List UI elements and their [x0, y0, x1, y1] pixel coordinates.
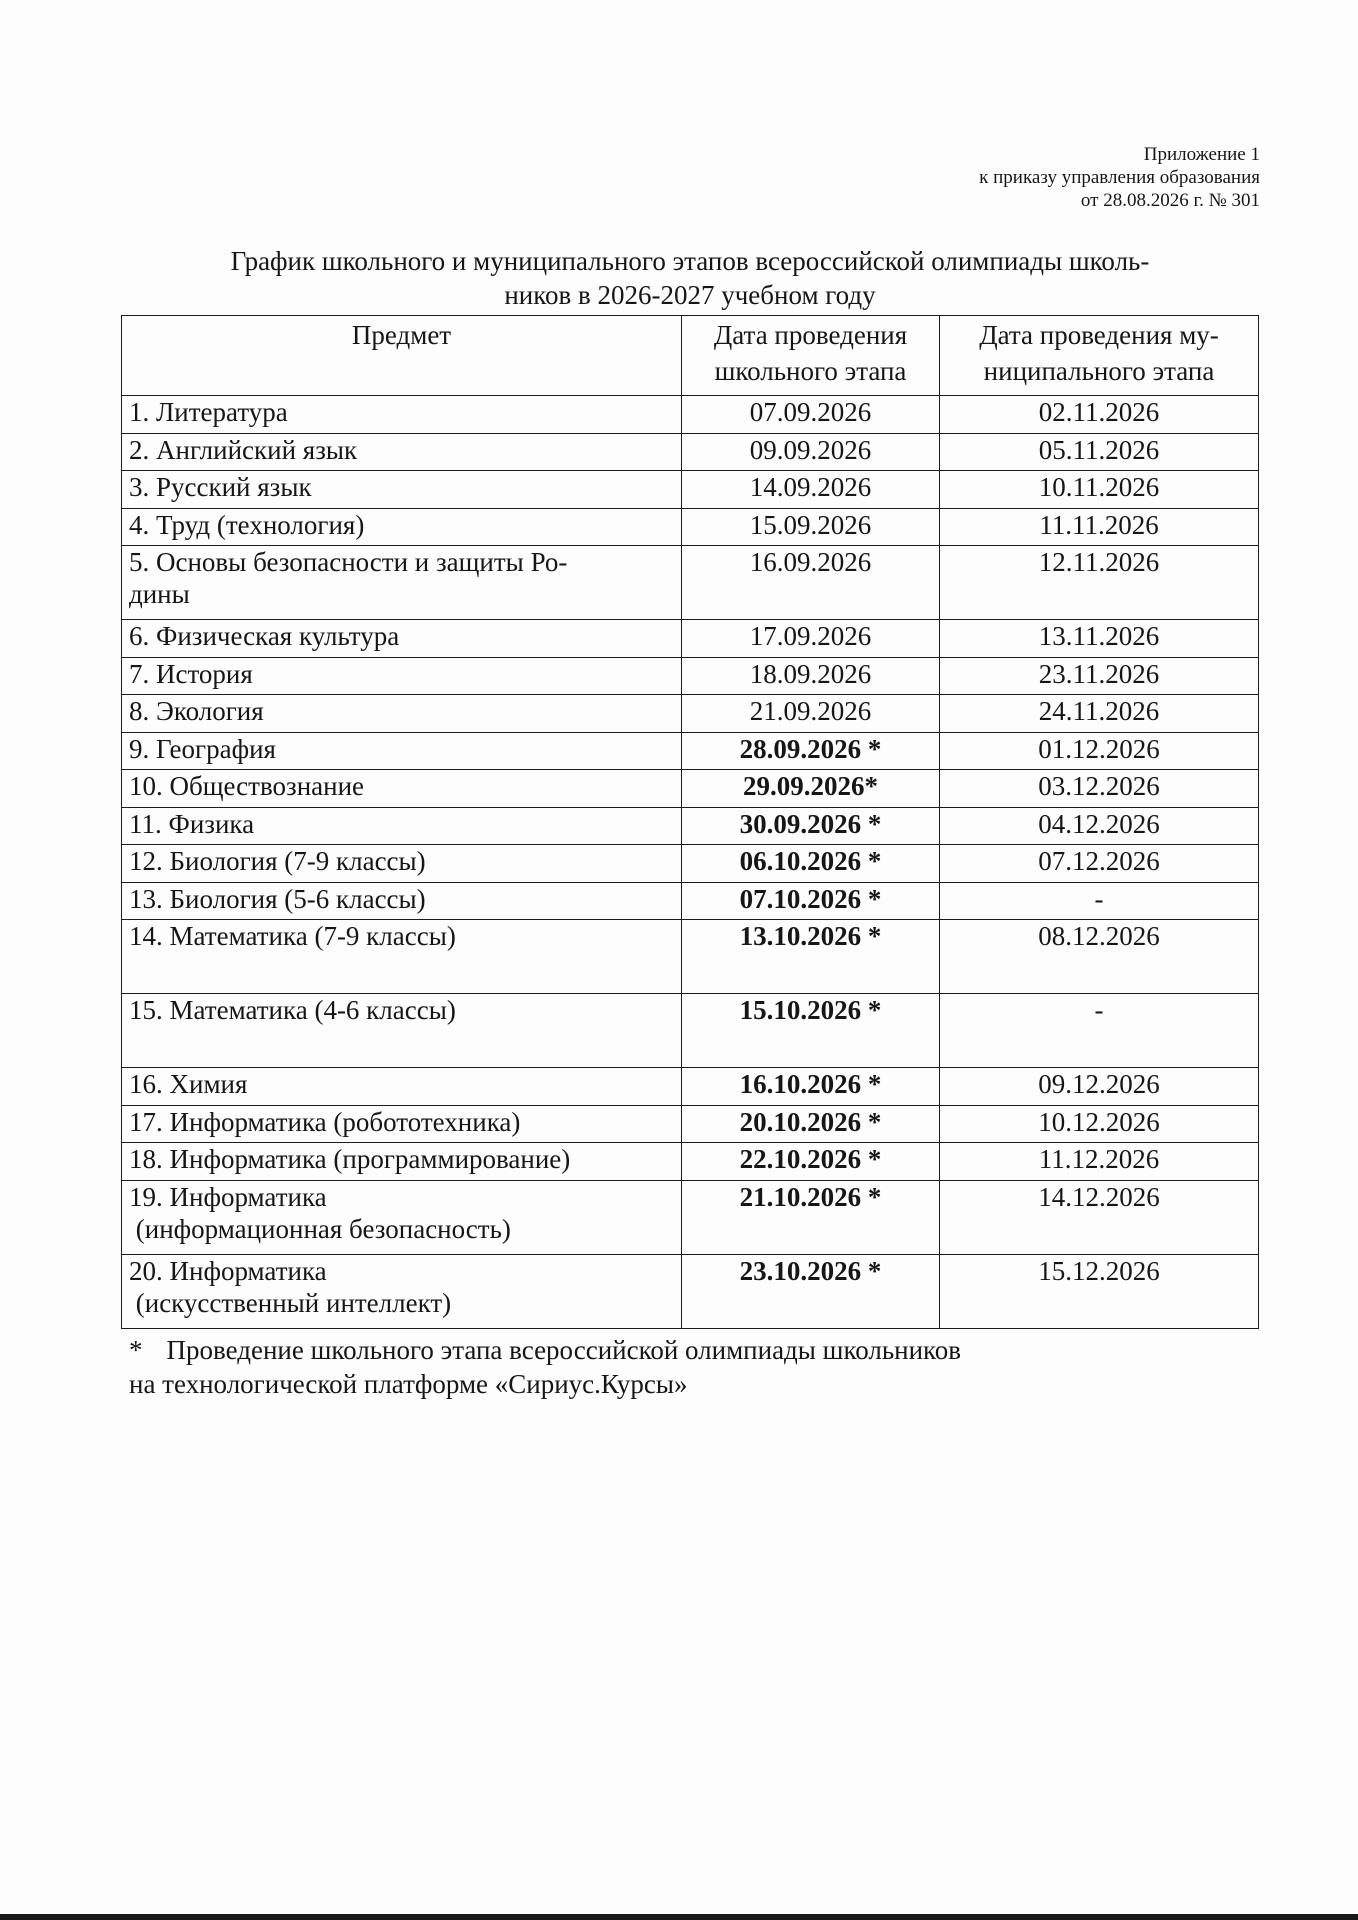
subject-cell: 7. История — [122, 657, 682, 695]
school-date-cell: 07.10.2026 * — [682, 882, 940, 920]
table-row — [122, 657, 1259, 695]
table-row — [122, 845, 1259, 883]
municipal-date-cell: 04.12.2026 — [940, 807, 1259, 845]
appendix-label: Приложение 1 — [1143, 144, 1260, 165]
column-header-municipal-date — [940, 316, 1259, 396]
municipal-date-cell: 23.11.2026 — [940, 657, 1259, 695]
municipal-date-cell: 12.11.2026 — [940, 546, 1259, 620]
table-row — [122, 1105, 1259, 1143]
table-row — [122, 920, 1259, 994]
municipal-date-cell: - — [940, 882, 1259, 920]
table-row — [122, 732, 1259, 770]
municipal-date-cell: 01.12.2026 — [940, 732, 1259, 770]
footnote-text-1: Проведение школьного этапа всероссийской олимпиады школьников — [166, 1335, 962, 1365]
table-row — [122, 433, 1259, 471]
table-row — [122, 546, 1259, 620]
subject-cell: 13. Биология (5-6 классы) — [122, 882, 682, 920]
column-header-subject: Предмет — [122, 316, 682, 396]
subject-line-1: 5. Основы безопасности и защиты Ро- — [129, 547, 568, 577]
school-date-cell: 18.09.2026 — [682, 657, 940, 695]
municipal-date-cell: 10.12.2026 — [940, 1105, 1259, 1143]
subject-cell: 14. Математика (7-9 классы) — [122, 920, 682, 994]
table-row — [122, 695, 1259, 733]
municipal-date-cell: 13.11.2026 — [940, 620, 1259, 658]
order-date-number: от 28.08.2026 г. № 301 — [1080, 190, 1260, 211]
municipal-date-cell: 05.11.2026 — [940, 433, 1259, 471]
document-title-line-2: ников в 2026-2027 учебном году — [504, 280, 876, 310]
footnote-line-2: на технологической платформе «Сириус.Курсы» — [129, 1369, 688, 1399]
school-date-cell: 06.10.2026 * — [682, 845, 940, 883]
subject-cell: 17. Информатика (робототехника) — [122, 1105, 682, 1143]
municipal-date-cell: 24.11.2026 — [940, 695, 1259, 733]
olympiad-schedule-table — [121, 315, 1259, 1329]
school-date-cell: 07.09.2026 — [682, 396, 940, 434]
subject-cell: 10. Обществознание — [122, 770, 682, 808]
school-date-cell: 14.09.2026 — [682, 471, 940, 509]
municipal-date-cell: 11.11.2026 — [940, 508, 1259, 546]
municipal-date-cell: 07.12.2026 — [940, 845, 1259, 883]
table-row — [122, 508, 1259, 546]
document-title-line-1: График школьного и муниципального этапов всероссийской олимпиады школь- — [230, 246, 1150, 276]
school-date-cell: 28.09.2026 * — [682, 732, 940, 770]
table-header-row — [122, 316, 1259, 396]
table-row — [122, 807, 1259, 845]
column-header-municipal-line-2: ниципального этапа — [983, 356, 1215, 386]
municipal-date-cell: 08.12.2026 — [940, 920, 1259, 994]
school-date-cell: 23.10.2026 * — [682, 1254, 940, 1328]
subject-line-2: дины — [129, 579, 190, 609]
municipal-date-cell: 03.12.2026 — [940, 770, 1259, 808]
subject-cell: 12. Биология (7-9 классы) — [122, 845, 682, 883]
school-date-cell: 15.10.2026 * — [682, 994, 940, 1068]
document-title — [120, 244, 1260, 312]
subject-cell: 4. Труд (технология) — [122, 508, 682, 546]
table-row — [122, 1143, 1259, 1181]
municipal-date-cell: 09.12.2026 — [940, 1068, 1259, 1106]
table-row — [122, 620, 1259, 658]
subject-cell: 15. Математика (4-6 классы) — [122, 994, 682, 1068]
order-reference: к приказу управления образования — [979, 167, 1260, 188]
subject-cell: 11. Физика — [122, 807, 682, 845]
school-date-cell: 16.10.2026 * — [682, 1068, 940, 1106]
table-row — [122, 396, 1259, 434]
subject-cell — [122, 1254, 682, 1328]
subject-cell: 16. Химия — [122, 1068, 682, 1106]
footnote-line-1 — [129, 1333, 1257, 1367]
subject-line-2: (искусственный интеллект) — [129, 1287, 452, 1318]
scan-edge — [0, 1914, 1358, 1920]
school-date-cell: 22.10.2026 * — [682, 1143, 940, 1181]
school-date-cell: 20.10.2026 * — [682, 1105, 940, 1143]
table-row — [122, 1180, 1259, 1254]
school-date-cell: 17.09.2026 — [682, 620, 940, 658]
school-date-cell: 15.09.2026 — [682, 508, 940, 546]
subject-line-2: (информационная безопасность) — [129, 1213, 511, 1244]
municipal-date-cell: - — [940, 994, 1259, 1068]
subject-cell: 18. Информатика (программирование) — [122, 1143, 682, 1181]
subject-cell: 9. География — [122, 732, 682, 770]
column-header-school-line-2: школьного этапа — [714, 356, 907, 386]
municipal-date-cell: 14.12.2026 — [940, 1180, 1259, 1254]
table-row — [122, 1068, 1259, 1106]
municipal-date-cell: 11.12.2026 — [940, 1143, 1259, 1181]
footnote-asterisk: * — [129, 1335, 143, 1365]
subject-line-1: 20. Информатика — [129, 1255, 327, 1286]
column-header-municipal-line-1: Дата проведения му- — [979, 320, 1219, 350]
school-date-cell: 21.10.2026 * — [682, 1180, 940, 1254]
school-date-cell: 16.09.2026 — [682, 546, 940, 620]
subject-cell: 8. Экология — [122, 695, 682, 733]
subject-cell: 2. Английский язык — [122, 433, 682, 471]
school-date-cell: 29.09.2026* — [682, 770, 940, 808]
municipal-date-cell: 10.11.2026 — [940, 471, 1259, 509]
subject-cell: 6. Физическая культура — [122, 620, 682, 658]
municipal-date-cell: 15.12.2026 — [940, 1254, 1259, 1328]
table-row — [122, 1254, 1259, 1328]
column-header-school-date — [682, 316, 940, 396]
subject-cell: 1. Литература — [122, 396, 682, 434]
column-header-school-line-1: Дата проведения — [713, 320, 908, 350]
table-row — [122, 882, 1259, 920]
appendix-note — [979, 143, 1260, 212]
subject-cell — [122, 1180, 682, 1254]
footnote — [129, 1333, 1257, 1401]
municipal-date-cell: 02.11.2026 — [940, 396, 1259, 434]
table-row — [122, 770, 1259, 808]
subject-cell — [122, 546, 682, 620]
table-row — [122, 994, 1259, 1068]
school-date-cell: 09.09.2026 — [682, 433, 940, 471]
school-date-cell: 13.10.2026 * — [682, 920, 940, 994]
table-row — [122, 471, 1259, 509]
subject-cell: 3. Русский язык — [122, 471, 682, 509]
school-date-cell: 21.09.2026 — [682, 695, 940, 733]
school-date-cell: 30.09.2026 * — [682, 807, 940, 845]
subject-line-1: 19. Информатика — [129, 1181, 327, 1212]
